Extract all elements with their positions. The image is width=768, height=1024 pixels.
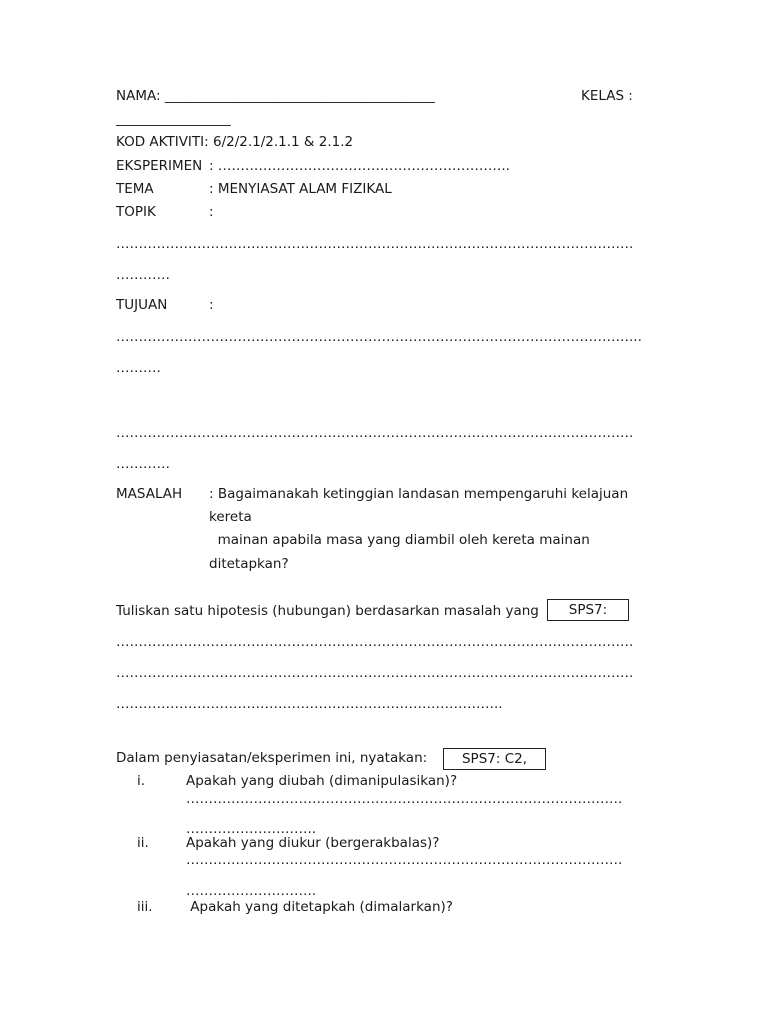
hipotesis-dotted-line: ………………………………………………………………………….. <box>116 696 503 712</box>
topik-label: TOPIK <box>116 204 156 220</box>
masalah-text-line: kereta <box>209 509 252 525</box>
tujuan-dotted-line: ……………………………………………………………………………………………………... <box>116 329 642 345</box>
answer-dotted-line: ……………………………………………………………………………………. <box>186 791 623 807</box>
sps7-c2-score-box: SPS7: C2, <box>443 748 546 770</box>
answer-dotted-line: ……………………….. <box>186 883 317 899</box>
question-text: Apakah yang diubah (dimanipulasikan)? <box>186 773 458 789</box>
masalah-text-line: : Bagaimanakah ketinggian landasan mempengaruhi kelajuan <box>209 486 629 502</box>
sps7-score-box: SPS7: <box>547 599 629 621</box>
tema-value: : MENYIASAT ALAM FIZIKAL <box>209 181 392 197</box>
tujuan-dotted-line: ……………………………………………………………………………………………………. <box>116 425 634 441</box>
topik-dotted-line: ……………………………………………………………………………………………………. <box>116 236 634 252</box>
question-number: i. <box>137 773 146 789</box>
topik-dotted-line: ………… <box>116 267 170 283</box>
answer-dotted-line: ……………………….. <box>186 821 317 837</box>
eksperimen-value: : ……………………………………………………….. <box>209 158 510 174</box>
tujuan-dotted-line: ………. <box>116 360 161 376</box>
question-number: ii. <box>137 835 149 851</box>
hipotesis-dotted-line: ……………………………………………………………………………………………………. <box>116 665 634 681</box>
hipotesis-dotted-line: ……………………………………………………………………………………………………. <box>116 634 634 650</box>
penyiasatan-prompt: Dalam penyiasatan/eksperimen ini, nyatakan: <box>116 750 428 766</box>
kod-aktiviti: KOD AKTIVITI: 6/2/2.1/2.1.1 & 2.1.2 <box>116 134 354 150</box>
masalah-text-line: mainan apabila masa yang diambil oleh kereta mainan <box>209 532 590 548</box>
tujuan-label: TUJUAN <box>116 297 168 313</box>
answer-dotted-line: ……………………………………………………………………………………. <box>186 852 623 868</box>
nama-field: NAMA: ________________________________________ <box>116 88 435 104</box>
masalah-label: MASALAH <box>116 486 183 502</box>
topik-value: : <box>209 204 214 220</box>
question-text: Apakah yang diukur (bergerakbalas)? <box>186 835 440 851</box>
masalah-text-line: ditetapkan? <box>209 556 289 572</box>
tujuan-dotted-line: ………… <box>116 456 170 472</box>
hipotesis-prompt: Tuliskan satu hipotesis (hubungan) berdasarkan masalah yang <box>116 603 539 619</box>
question-number: iii. <box>137 899 153 915</box>
question-text: Apakah yang ditetapkah (dimalarkan)? <box>186 899 453 915</box>
tema-label: TEMA <box>116 181 154 197</box>
tujuan-colon: : <box>209 297 214 313</box>
kelas-line: _________________ <box>116 111 231 127</box>
kelas-label: KELAS : <box>581 88 633 104</box>
eksperimen-label: EKSPERIMEN <box>116 158 203 174</box>
